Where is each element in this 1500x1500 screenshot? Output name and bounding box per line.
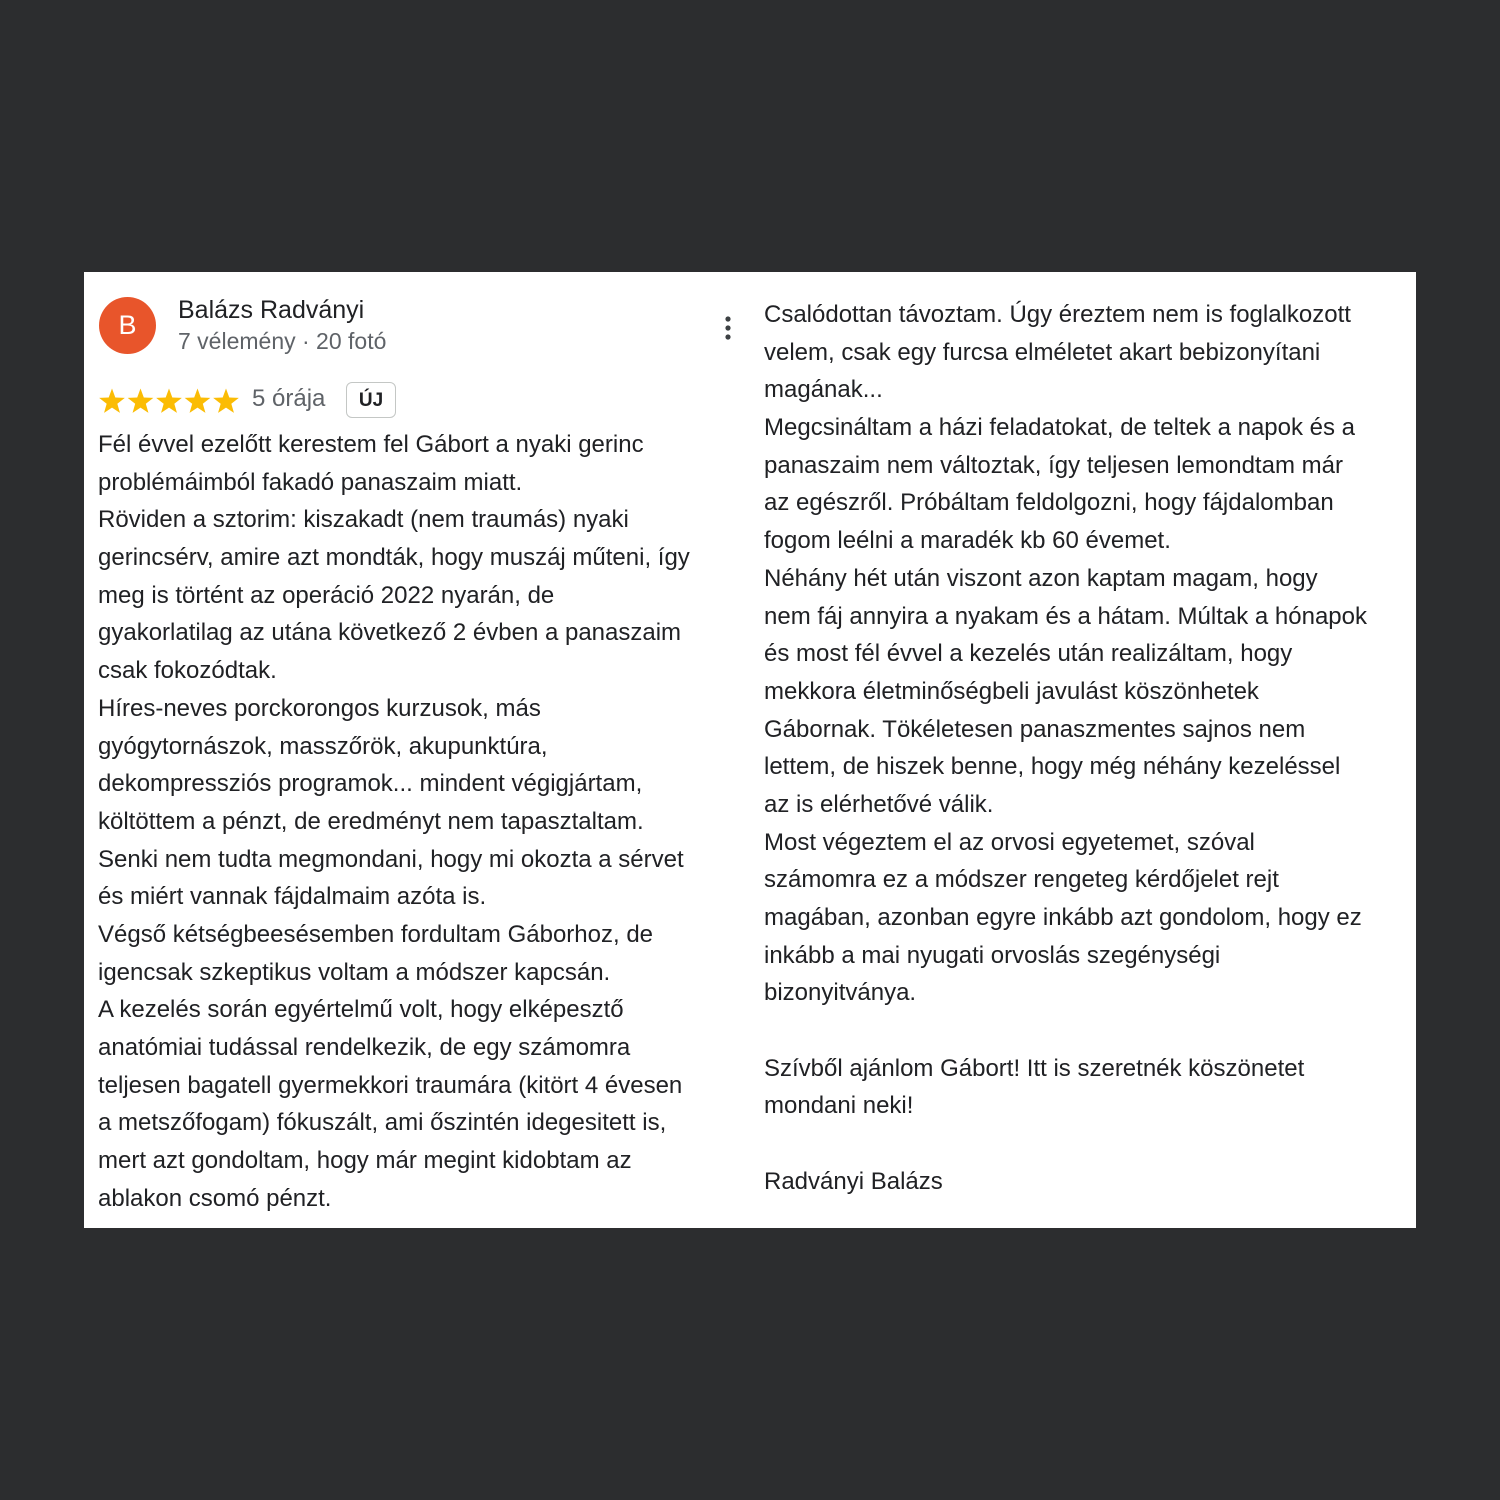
review-line: Fél évvel ezelőtt kerestem fel Gábort a nyaki gerinc (98, 431, 644, 458)
review-line: magában, azonban egyre inkább azt gondolom, hogy ez (764, 904, 1362, 931)
star-icon (185, 389, 211, 413)
review-time: 5 órája (252, 385, 326, 412)
review-line: velem, csak egy furcsa elméletet akart bebizonyítani (764, 338, 1321, 366)
star-rating (98, 387, 240, 415)
review-line: Senki nem tudta megmondani, hogy mi okozta a sérvet (98, 845, 684, 873)
review-line: igencsak szkeptikus voltam a módszer kapcsán. (98, 958, 611, 986)
review-line: csak fokozódtak. (98, 657, 277, 685)
review-line: az is elérhetővé válik. (764, 790, 994, 818)
review-line: az egészről. Próbáltam feldolgozni, hogy fájdalomban (764, 489, 1334, 517)
review-line: mondani neki! (764, 1092, 914, 1120)
review-line: inkább a mai nyugati orvoslás szegénységi (764, 941, 1221, 969)
review-line: Szívből ajánlom Gábort! Itt is szeretnék köszönetet (764, 1054, 1305, 1082)
review-line: anatómiai tudással rendelkezik, de egy számomra (98, 1034, 631, 1061)
review-line: gerincsérv, amire azt mondták, hogy muszáj műteni, így (98, 544, 690, 572)
reviewer-meta: 7 vélemény · 20 fotó (178, 328, 387, 354)
review-line: Végső kétségbeesésemben fordultam Gáborhoz, de (98, 920, 654, 948)
review-line: Radványi Balázs (764, 1167, 943, 1195)
review-line: Most végeztem el az orvosi egyetemet, szóval (764, 828, 1255, 856)
review-line: ablakon csomó pénzt. (98, 1184, 332, 1212)
review-line: dekompressziós programok... mindent végigjártam, (98, 770, 643, 798)
star-icon (213, 389, 239, 413)
review-line: gyakorlatilag az utána következő 2 évben a panaszaim (98, 619, 682, 647)
review-line: Néhány hét után viszont azon kaptam magam, hogy (764, 564, 1318, 592)
blank-line (764, 1125, 1414, 1163)
star-icon (99, 389, 125, 413)
review-line: Gábornak. Tökéletesen panaszmentes sajnos nem (764, 715, 1306, 743)
review-line: magának... (764, 376, 883, 404)
review-line: gyógytornászok, masszőrök, akupunktúra, (98, 732, 548, 760)
review-line: számomra ez a módszer rengeteg kérdőjelet rejt (764, 866, 1279, 894)
review-line: Híres-neves porckorongos kurzusok, más (98, 694, 541, 722)
review-line: Csalódottan távoztam. Úgy éreztem nem is foglalkozott (764, 301, 1351, 328)
review-line: mekkora életminőségbeli javulást köszönhetek (764, 677, 1259, 705)
review-line: teljesen bagatell gyermekkori traumára (kitört 4 évesen (98, 1071, 683, 1099)
avatar[interactable]: B (99, 297, 156, 354)
review-card (84, 272, 1416, 1228)
review-line: mert azt gondoltam, hogy már megint kidobtam az (98, 1147, 632, 1175)
review-text-right (764, 296, 1414, 1201)
review-line: Megcsináltam a házi feladatokat, de teltek a napok és a (764, 414, 1356, 442)
review-line: bizonyitványa. (764, 979, 917, 1007)
new-badge: ÚJ (346, 382, 396, 418)
review-line: panaszaim nem változtak, így teljesen lemondtam már (764, 451, 1343, 479)
star-icon (128, 389, 154, 413)
review-line: költöttem a pénzt, de eredményt nem tapasztaltam. (98, 807, 644, 835)
review-line: meg is történt az operáció 2022 nyarán, de (98, 581, 555, 609)
review-line: Röviden a sztorim: kiszakadt (nem traumás) nyaki (98, 506, 629, 534)
review-line: nem fáj annyira a nyakam és a hátam. Múltak a hónapok (764, 602, 1367, 630)
review-line: fogom leélni a maradék kb 60 évemet. (764, 527, 1171, 555)
blank-line (764, 1012, 1414, 1050)
reviewer-name[interactable]: Balázs Radványi (178, 296, 365, 324)
more-vert-icon[interactable] (714, 312, 742, 344)
review-line: és most fél évvel a kezelés után realizáltam, hogy (764, 640, 1293, 668)
review-line: lettem, de hiszek benne, hogy még néhány kezeléssel (764, 753, 1341, 781)
star-icon (156, 389, 182, 413)
review-text-left (98, 426, 748, 1217)
review-line: a metszőfogam) fókuszált, ami őszintén idegesitett is, (98, 1109, 667, 1137)
review-line: és miért vannak fájdalmaim azóta is. (98, 883, 487, 911)
review-line: problémáimból fakadó panaszaim miatt. (98, 468, 523, 496)
review-line: A kezelés során egyértelmű volt, hogy elképesztő (98, 996, 624, 1024)
